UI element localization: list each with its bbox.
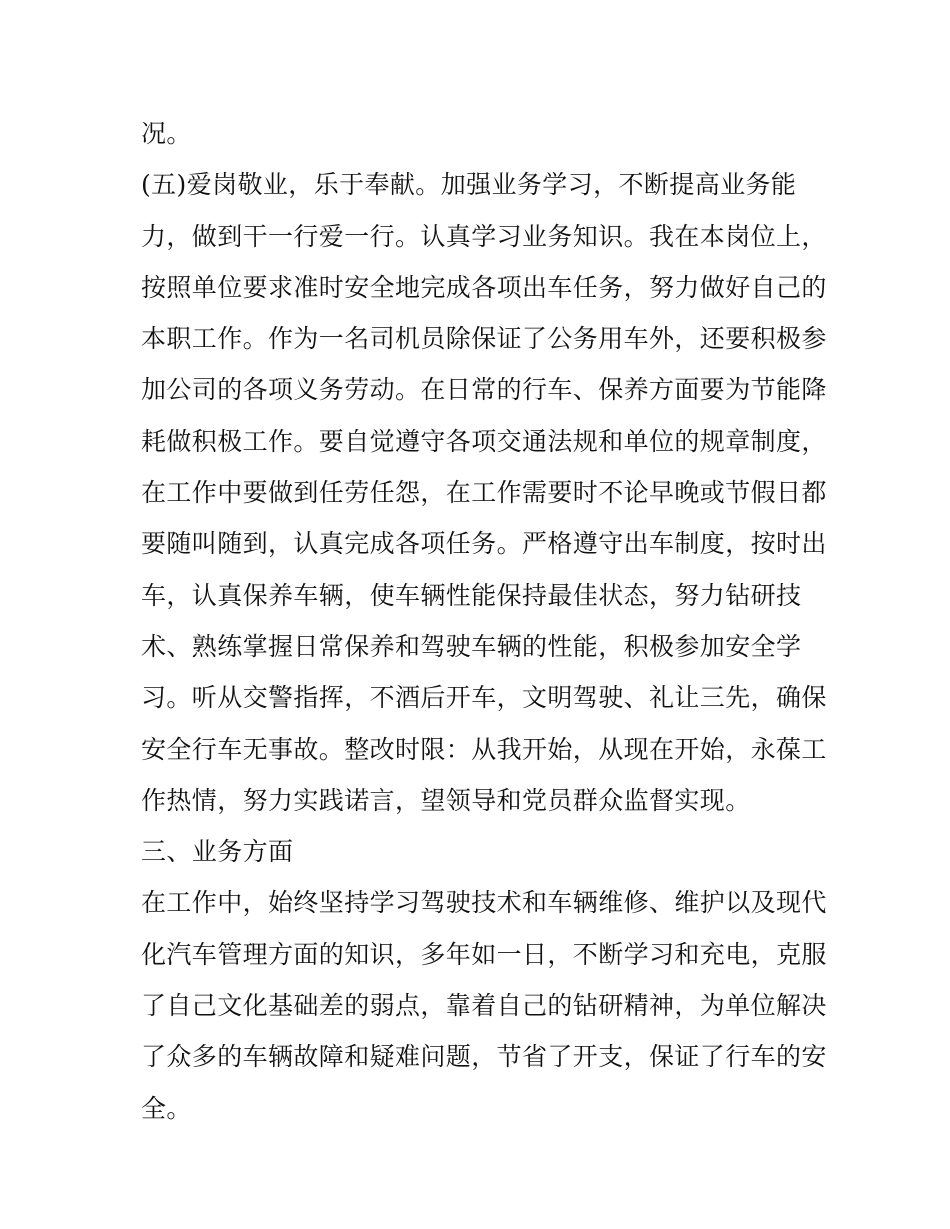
text-line: 在工作中要做到任劳任怨，在工作需要时不论早晚或节假日都 [141, 478, 827, 508]
text-line: 在工作中，始终坚持学习驾驶技术和车辆维修、维护以及现代 [141, 888, 827, 918]
text-line: 作热情，努力实践诺言，望领导和党员群众监督实现。 [141, 785, 751, 815]
text-line: 习。听从交警指挥，不酒后开车，文明驾驶、礼让三先，确保 [141, 683, 827, 713]
text-line: 本职工作。作为一名司机员除保证了公务用车外，还要积极参 [141, 324, 827, 354]
document-body [141, 108, 827, 1134]
text-line: (五)爱岗敬业，乐于奉献。加强业务学习，不断提高业务能 [141, 170, 797, 200]
text-line: 化汽车管理方面的知识，多年如一日，不断学习和充电，克服 [141, 939, 827, 969]
text-line: 全。 [141, 1093, 192, 1123]
text-line: 车，认真保养车辆，使车辆性能保持最佳状态，努力钻研技 [141, 580, 802, 610]
text-line: 术、熟练掌握日常保养和驾驶车辆的性能，积极参加安全学 [141, 631, 802, 661]
text-line: 了自己文化基础差的弱点，靠着自己的钻研精神，为单位解决 [141, 991, 827, 1021]
text-line: 力，做到干一行爱一行。认真学习业务知识。我在本岗位上， [141, 221, 827, 251]
text-line: 耗做积极工作。要自觉遵守各项交通法规和单位的规章制度， [141, 426, 827, 456]
section-heading: 三、业务方面 [141, 837, 294, 867]
text-line: 安全行车无事故。整改时限：从我开始，从现在开始，永葆工 [141, 734, 827, 764]
text-line: 按照单位要求准时安全地完成各项出车任务，努力做好自己的 [141, 272, 827, 302]
text-line: 加公司的各项义务劳动。在日常的行车、保养方面要为节能降 [141, 375, 827, 405]
text-line: 了众多的车辆故障和疑难问题，节省了开支，保证了行车的安 [141, 1042, 827, 1072]
text-line: 况。 [141, 119, 192, 148]
text-line: 要随叫随到，认真完成各项任务。严格遵守出车制度，按时出 [141, 529, 827, 559]
